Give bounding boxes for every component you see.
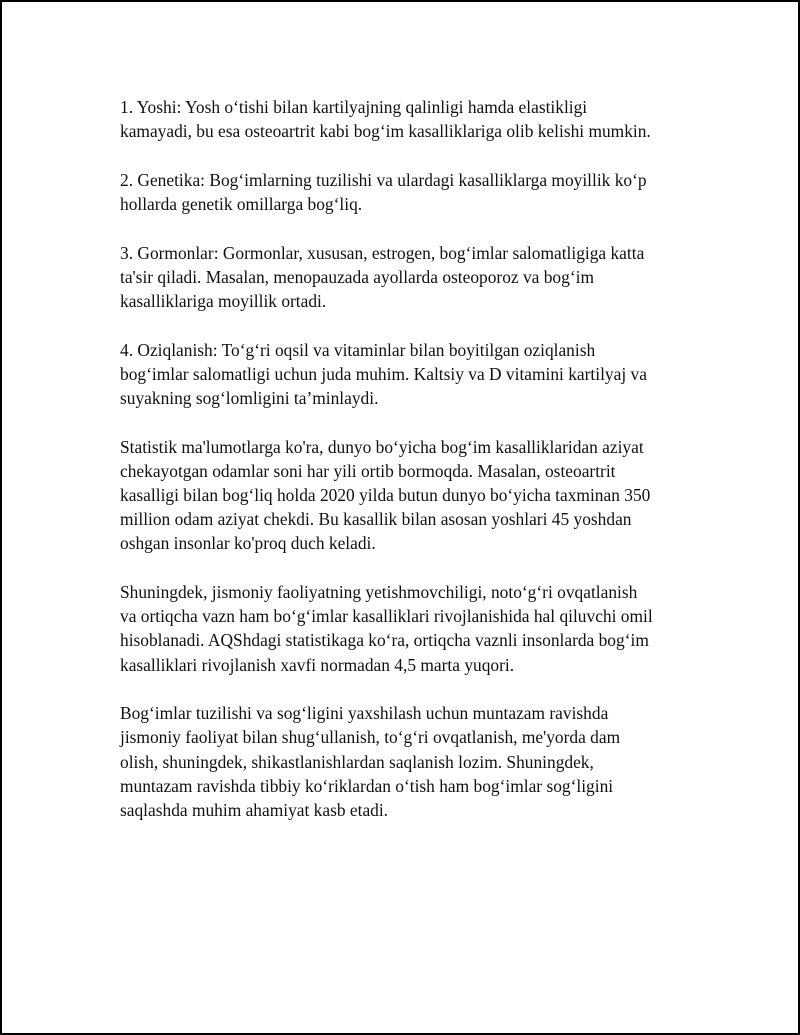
text-line: suyakning sog‘lomligini ta’minlaydi.	[120, 388, 379, 408]
text-line: Bog‘imlar tuzilishi va sog‘ligini yaxshilash uchun muntazam ravishda	[120, 703, 609, 724]
text-line: hisoblanadi. AQShdagi statistikaga ko‘ra, ortiqcha vaznli insonlarda bog‘im	[120, 630, 649, 651]
paragraph-genetics	[120, 168, 700, 216]
text-line: ta'sir qiladi. Masalan, menopauzada ayollarda osteoporoz va bog‘im	[120, 266, 594, 287]
text-line: 1. Yoshi: Yosh o‘tishi bilan kartilyajning qalinligi hamda elastikligi	[120, 97, 588, 117]
text-line: 4. Oziqlanish: To‘g‘ri oqsil va vitaminlar bilan boyitilgan oziqlanish	[120, 339, 596, 360]
paragraph-age	[120, 95, 700, 143]
text-line: kasalligi bilan bog‘liq holda 2020 yilda butun dunyo bo‘yicha taxminan 350	[120, 485, 651, 505]
paragraph-lifestyle	[120, 580, 700, 677]
text-line: saqlashda muhim ahamiyat kasb etadi.	[120, 800, 389, 821]
paragraph-hormones	[120, 241, 700, 314]
paragraph-nutrition	[120, 338, 700, 411]
text-line: chekayotgan odamlar soni har yili ortib bormoqda. Masalan, osteoartrit	[120, 460, 616, 481]
text-line: oshgan insonlar ko'proq duch keladi.	[120, 533, 376, 554]
text-line: kasalliklariga moyillik ortadi.	[120, 291, 327, 311]
text-line: 3. Gormonlar: Gormonlar, xususan, estrogen, bog‘imlar salomatligiga katta	[120, 242, 645, 263]
text-line: olish, shuningdek, shikastlanishlardan saqlanish lozim. Shuningdek,	[120, 751, 594, 772]
text-line: kasalliklari rivojlanish xavfi normadan 4,5 marta yuqori.	[120, 654, 515, 675]
text-line: 2. Genetika: Bog‘imlarning tuzilishi va ulardagi kasalliklarga moyillik ko‘p	[120, 169, 647, 190]
text-line: million odam aziyat chekdi. Bu kasallik bilan asosan yoshlari 45 yoshdan	[120, 509, 632, 530]
text-line: kamayadi, bu esa osteoartrit kabi bog‘im kasalliklariga olib kelishi mumkin.	[120, 121, 651, 142]
paragraph-statistics	[120, 435, 700, 556]
text-line: Statistik ma'lumotlarga ko'ra, dunyo bo‘yicha bog‘im kasalliklaridan aziyat	[120, 436, 644, 457]
text-line: jismoniy faoliyat bilan shug‘ullanish, to‘g‘ri ovqatlanish, me'yorda dam	[120, 727, 621, 748]
document-body	[120, 95, 700, 847]
paragraph-recommendations	[120, 701, 700, 822]
text-line: Shuningdek, jismoniy faoliyatning yetishmovchiligi, noto‘g‘ri ovqatlanish	[120, 582, 638, 602]
text-line: va ortiqcha vazn ham bo‘g‘imlar kasalliklari rivojlanishida hal qiluvchi omil	[120, 606, 653, 627]
text-line: muntazam ravishda tibbiy ko‘riklardan o‘tish ham bog‘imlar sog‘ligini	[120, 775, 614, 796]
text-line: hollarda genetik omillarga bog‘liq.	[120, 194, 363, 214]
text-line: bog‘imlar salomatligi uchun juda muhim. Kaltsiy va D vitamini kartilyaj va	[120, 363, 647, 384]
